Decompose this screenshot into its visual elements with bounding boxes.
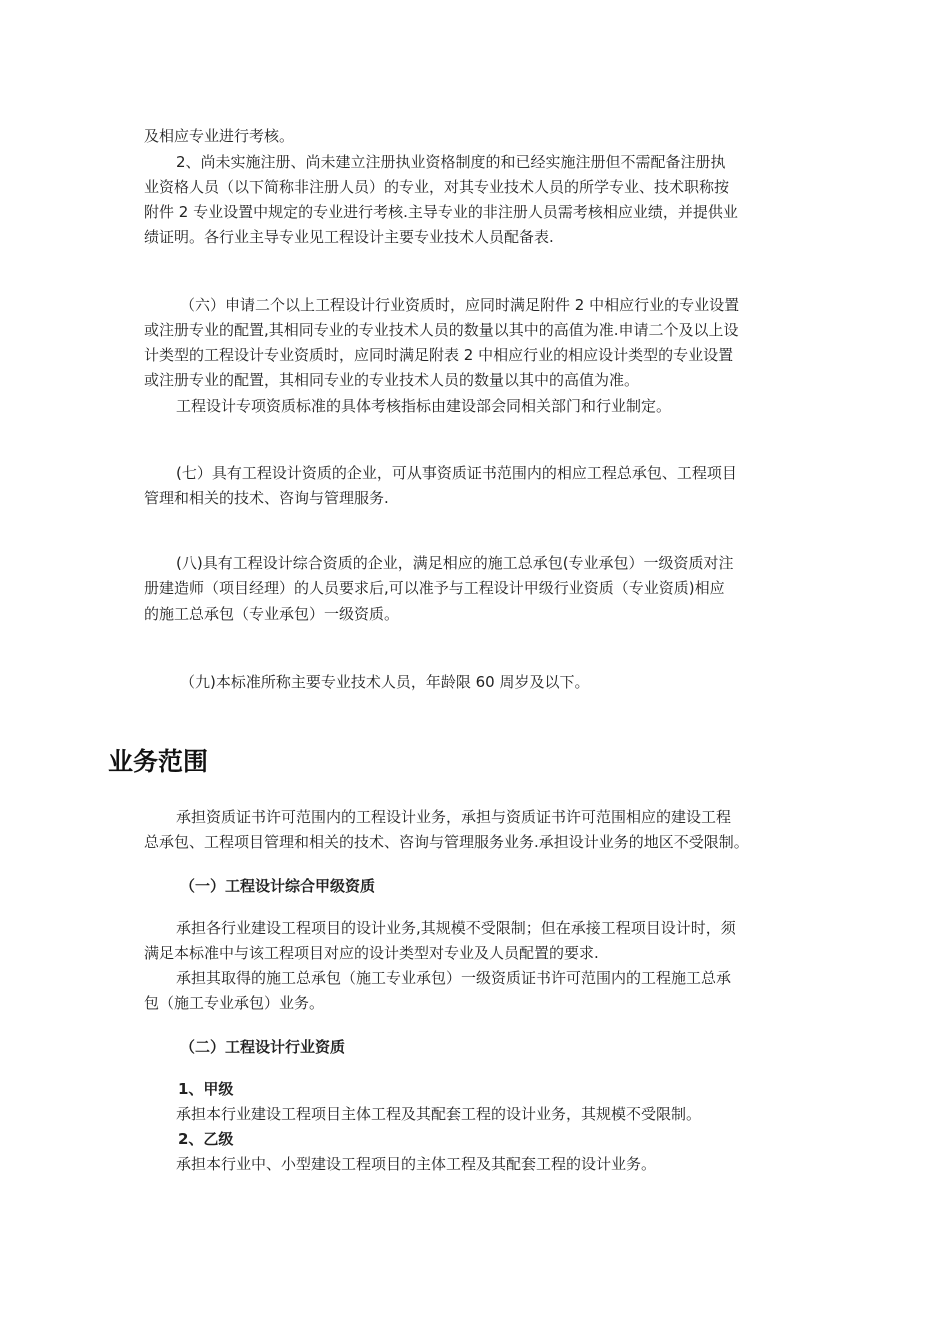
paragraph-line: 册建造师（项目经理）的人员要求后,可以准予与工程设计甲级行业资质（专业资质)相应 [144, 579, 725, 597]
paragraph-line: 总承包、工程项目管理和相关的技术、咨询与管理服务业务.承担设计业务的地区不受限制。 [144, 833, 749, 851]
paragraph-line: （六）申请二个以上工程设计行业资质时，应同时满足附件 2 中相应行业的专业设置 [180, 296, 740, 314]
paragraph-line: (八)具有工程设计综合资质的企业，满足相应的施工总承包(专业承包）一级资质对注 [176, 554, 734, 572]
paragraph-line: 的施工总承包（专业承包）一级资质。 [144, 605, 400, 623]
paragraph-line: 承担各行业建设工程项目的设计业务,其规模不受限制；但在承接工程项目设计时，须 [176, 919, 736, 937]
paragraph-line: 附件 2 专业设置中规定的专业进行考核.主导专业的非注册人员需考核相应业绩，并提供业 [144, 203, 738, 221]
subsection-title: （一）工程设计综合甲级资质 [180, 877, 376, 895]
paragraph-line: 业资格人员（以下简称非注册人员）的专业，对其专业技术人员的所学专业、技术职称按 [144, 178, 730, 196]
paragraph-line: 承担资质证书许可范围内的工程设计业务，承担与资质证书许可范围相应的建设工程 [176, 808, 732, 826]
paragraph-line: 工程设计专项资质标准的具体考核指标由建设部会同相关部门和行业制定。 [176, 397, 672, 415]
paragraph-line: 2、尚未实施注册、尚未建立注册执业资格制度的和已经实施注册但不需配备注册执 [176, 153, 726, 171]
paragraph-line: 计类型的工程设计专业资质时，应同时满足附表 2 中相应行业的相应设计类型的专业设置 [144, 346, 734, 364]
paragraph-line: 及相应专业进行考核。 [144, 127, 295, 145]
paragraph-line: 包（施工专业承包）业务。 [144, 994, 325, 1012]
paragraph-line: 或注册专业的配置，其相同专业的专业技术人员的数量以其中的高值为准。 [144, 371, 640, 389]
paragraph-line: （九)本标准所称主要专业技术人员，年龄限 60 周岁及以下。 [180, 673, 590, 691]
paragraph-line: 承担本行业建设工程项目主体工程及其配套工程的设计业务，其规模不受限制。 [176, 1105, 702, 1123]
paragraph-line: (七）具有工程设计资质的企业，可从事资质证书范围内的相应工程总承包、工程项目 [176, 464, 737, 482]
grade-title: 1、甲级 [178, 1080, 234, 1098]
paragraph-line: 管理和相关的技术、咨询与管理服务. [144, 489, 389, 507]
paragraph-line: 承担其取得的施工总承包（施工专业承包）一级资质证书许可范围内的工程施工总承 [176, 969, 732, 987]
subsection-title: （二）工程设计行业资质 [180, 1038, 346, 1056]
section-heading: 业务范围 [108, 747, 209, 776]
grade-title: 2、乙级 [178, 1130, 234, 1148]
paragraph-line: 满足本标准中与该工程项目对应的设计类型对专业及人员配置的要求. [144, 944, 599, 962]
paragraph-line: 承担本行业中、小型建设工程项目的主体工程及其配套工程的设计业务。 [176, 1155, 657, 1173]
paragraph-line: 绩证明。各行业主导专业见工程设计主要专业技术人员配备表. [144, 228, 554, 246]
paragraph-line: 或注册专业的配置,其相同专业的专业技术人员的数量以其中的高值为准.申请二个及以上设 [144, 321, 739, 339]
